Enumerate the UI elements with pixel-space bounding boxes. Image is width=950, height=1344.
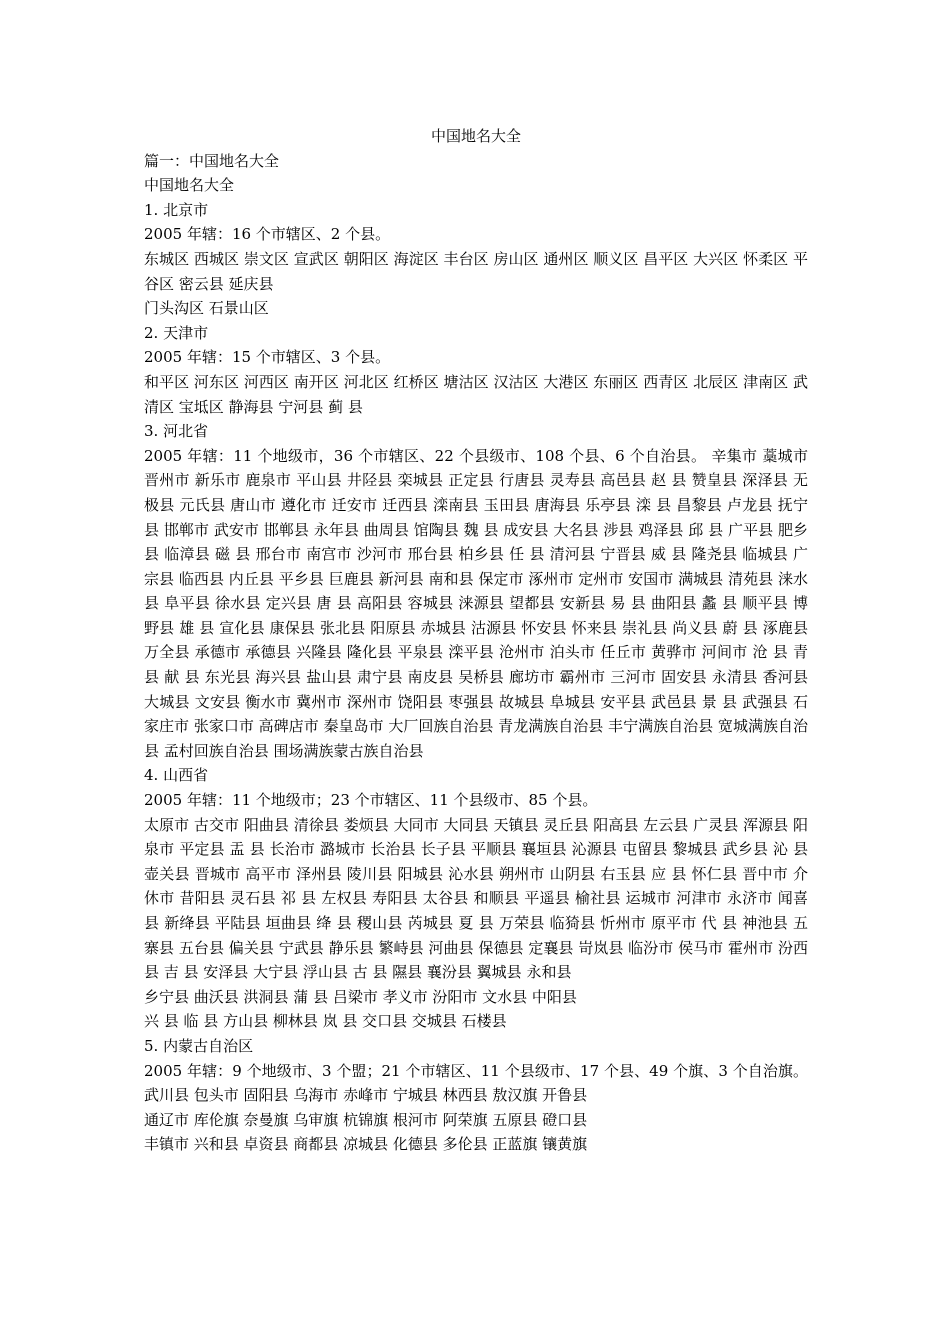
shanxi-divisions-line-2: 乡宁县 曲沃县 洪洞县 蒲 县 吕梁市 孝义市 汾阳市 文水县 中阳县 — [144, 987, 577, 1006]
inner-mongolia-heading: 5. 内蒙古自治区 — [144, 1036, 254, 1055]
inner-mongolia-summary: 2005 年辖：9 个地级市、3 个盟；21 个市辖区、11 个县级市、17 个县、49 个旗、3 个自治旗。 武川县 包头市 固阳县 乌海市 赤峰市 宁城县 林西县 敖汉旗 开鲁县 — [144, 1061, 808, 1105]
document-title: 中国地名大全 — [430, 127, 521, 145]
tianjin-districts: 和平区 河东区 河西区 南开区 河北区 红桥区 塘沽区 汉沽区 大港区 东丽区 西青区 北辰区 津南区 武清区 宝坻区 静海县 宁河县 蓟 县 — [144, 372, 808, 416]
shanxi-heading: 4. 山西省 — [144, 766, 209, 785]
inner-mongolia-divisions-line-3: 丰镇市 兴和县 卓资县 商都县 凉城县 化德县 多伦县 正蓝旗 镶黄旗 — [144, 1135, 588, 1154]
hebei-heading: 3. 河北省 — [144, 422, 209, 441]
shanxi-divisions-line-3: 兴 县 临 县 方山县 柳林县 岚 县 交口县 交城县 石楼县 — [144, 1012, 507, 1031]
section-heading: 中国地名大全 — [144, 176, 235, 195]
shanxi-summary: 2005 年辖：11 个地级市；23 个市辖区、11 个县级市、85 个县。 — [144, 791, 598, 810]
inner-mongolia-divisions-line-2: 通辽市 库伦旗 奈曼旗 乌审旗 杭锦旗 根河市 阿荣旗 五原县 磴口县 — [144, 1110, 588, 1129]
beijing-summary: 2005 年辖：16 个市辖区、2 个县。 — [144, 225, 391, 244]
beijing-districts-extra: 门头沟区 石景山区 — [144, 299, 269, 318]
beijing-heading: 1. 北京市 — [144, 200, 209, 219]
chapter-heading: 篇一：中国地名大全 — [144, 151, 280, 170]
hebei-summary-and-divisions: 2005 年辖：11 个地级市，36 个市辖区、22 个县级市、108 个县、6 个自治县。 辛集市 藁城市 晋州市 新乐市 鹿泉市 平山县 井陉县 栾城县 正定县 行唐县 灵寿县 高邑县 赵 县 赞皇县 深泽县 无极县 元氏县 唐山市 遵化市 迁安市 迁西县 滦南县 玉田县 唐海县 乐亭县 滦 县 昌黎县 卢龙县 抚宁县 邯郸市 武安市 邯郸县 永年县 曲周县 馆陶县 魏 县 成安县 大名县 涉县 鸡泽县 邱 县 广平县 肥乡县 临漳县 磁 县 邢台市 南宫市 沙河市 邢台县 柏乡县 任 县 清河县 宁晋县 威 县 隆尧县 临城县 广宗县 临西县 内丘县 平乡县 巨鹿县 新河县 南和县 保定市 涿州市 定州市 安国市 满城县 清苑县 涞水县 阜平县 徐水县 定兴县 唐 县 高阳县 容城县 涞源县 望都县 安新县 易 县 曲阳县 蠡 县 顺平县 博野县 雄 县 宣化县 康保县 张北县 阳原县 赤城县 沽源县 怀安县 怀来县 崇礼县 尚义县 蔚 县 涿鹿县 万全县 承德市 承德县 兴隆县 隆化县 平泉县 滦平县 沧州市 泊头市 任丘市 黄骅市 河间市 沧 县 青 县 献 县 东光县 海兴县 盐山县 肃宁县 南皮县 吴桥县 廊坊市 霸州市 三河市 固安县 永清县 香河县 大城县 文安县 衡水市 冀州市 深州市 饶阳县 枣强县 故城县 阜城县 安平县 武邑县 景 县 武强县 石家庄市 张家口市 高碑店市 秦皇岛市 大厂回族自治县 青龙满族自治县 丰宁满族自治县 宽城满族自治县 孟村回族自治县 围场满族蒙古族自治县 — [144, 446, 808, 760]
tianjin-heading: 2. 天津市 — [144, 323, 209, 342]
tianjin-summary: 2005 年辖：15 个市辖区、3 个县。 — [144, 348, 391, 367]
document-page — [144, 124, 808, 1157]
shanxi-divisions: 太原市 古交市 阳曲县 清徐县 娄烦县 大同市 大同县 天镇县 灵丘县 阳高县 左云县 广灵县 浑源县 阳泉市 平定县 盂 县 长治市 潞城市 长治县 长子县 平顺县 襄垣县 沁源县 屯留县 黎城县 武乡县 沁 县 壶关县 晋城市 高平市 泽州县 陵川县 阳城县 沁水县 朔州市 山阴县 右玉县 应 县 怀仁县 晋中市 介休市 昔阳县 灵石县 祁 县 左权县 寿阳县 太谷县 和顺县 平遥县 榆社县 运城市 河津市 永济市 闻喜县 新绛县 平陆县 垣曲县 绛 县 稷山县 芮城县 夏 县 万荣县 临猗县 忻州市 原平市 代 县 神池县 五寨县 五台县 偏关县 宁武县 静乐县 繁峙县 河曲县 保德县 定襄县 岢岚县 临汾市 侯马市 霍州市 汾西县 吉 县 安泽县 大宁县 浮山县 古 县 隰县 襄汾县 翼城县 永和县 — [144, 815, 808, 982]
beijing-districts: 东城区 西城区 崇文区 宣武区 朝阳区 海淀区 丰台区 房山区 通州区 顺义区 昌平区 大兴区 怀柔区 平谷区 密云县 延庆县 — [144, 249, 808, 293]
